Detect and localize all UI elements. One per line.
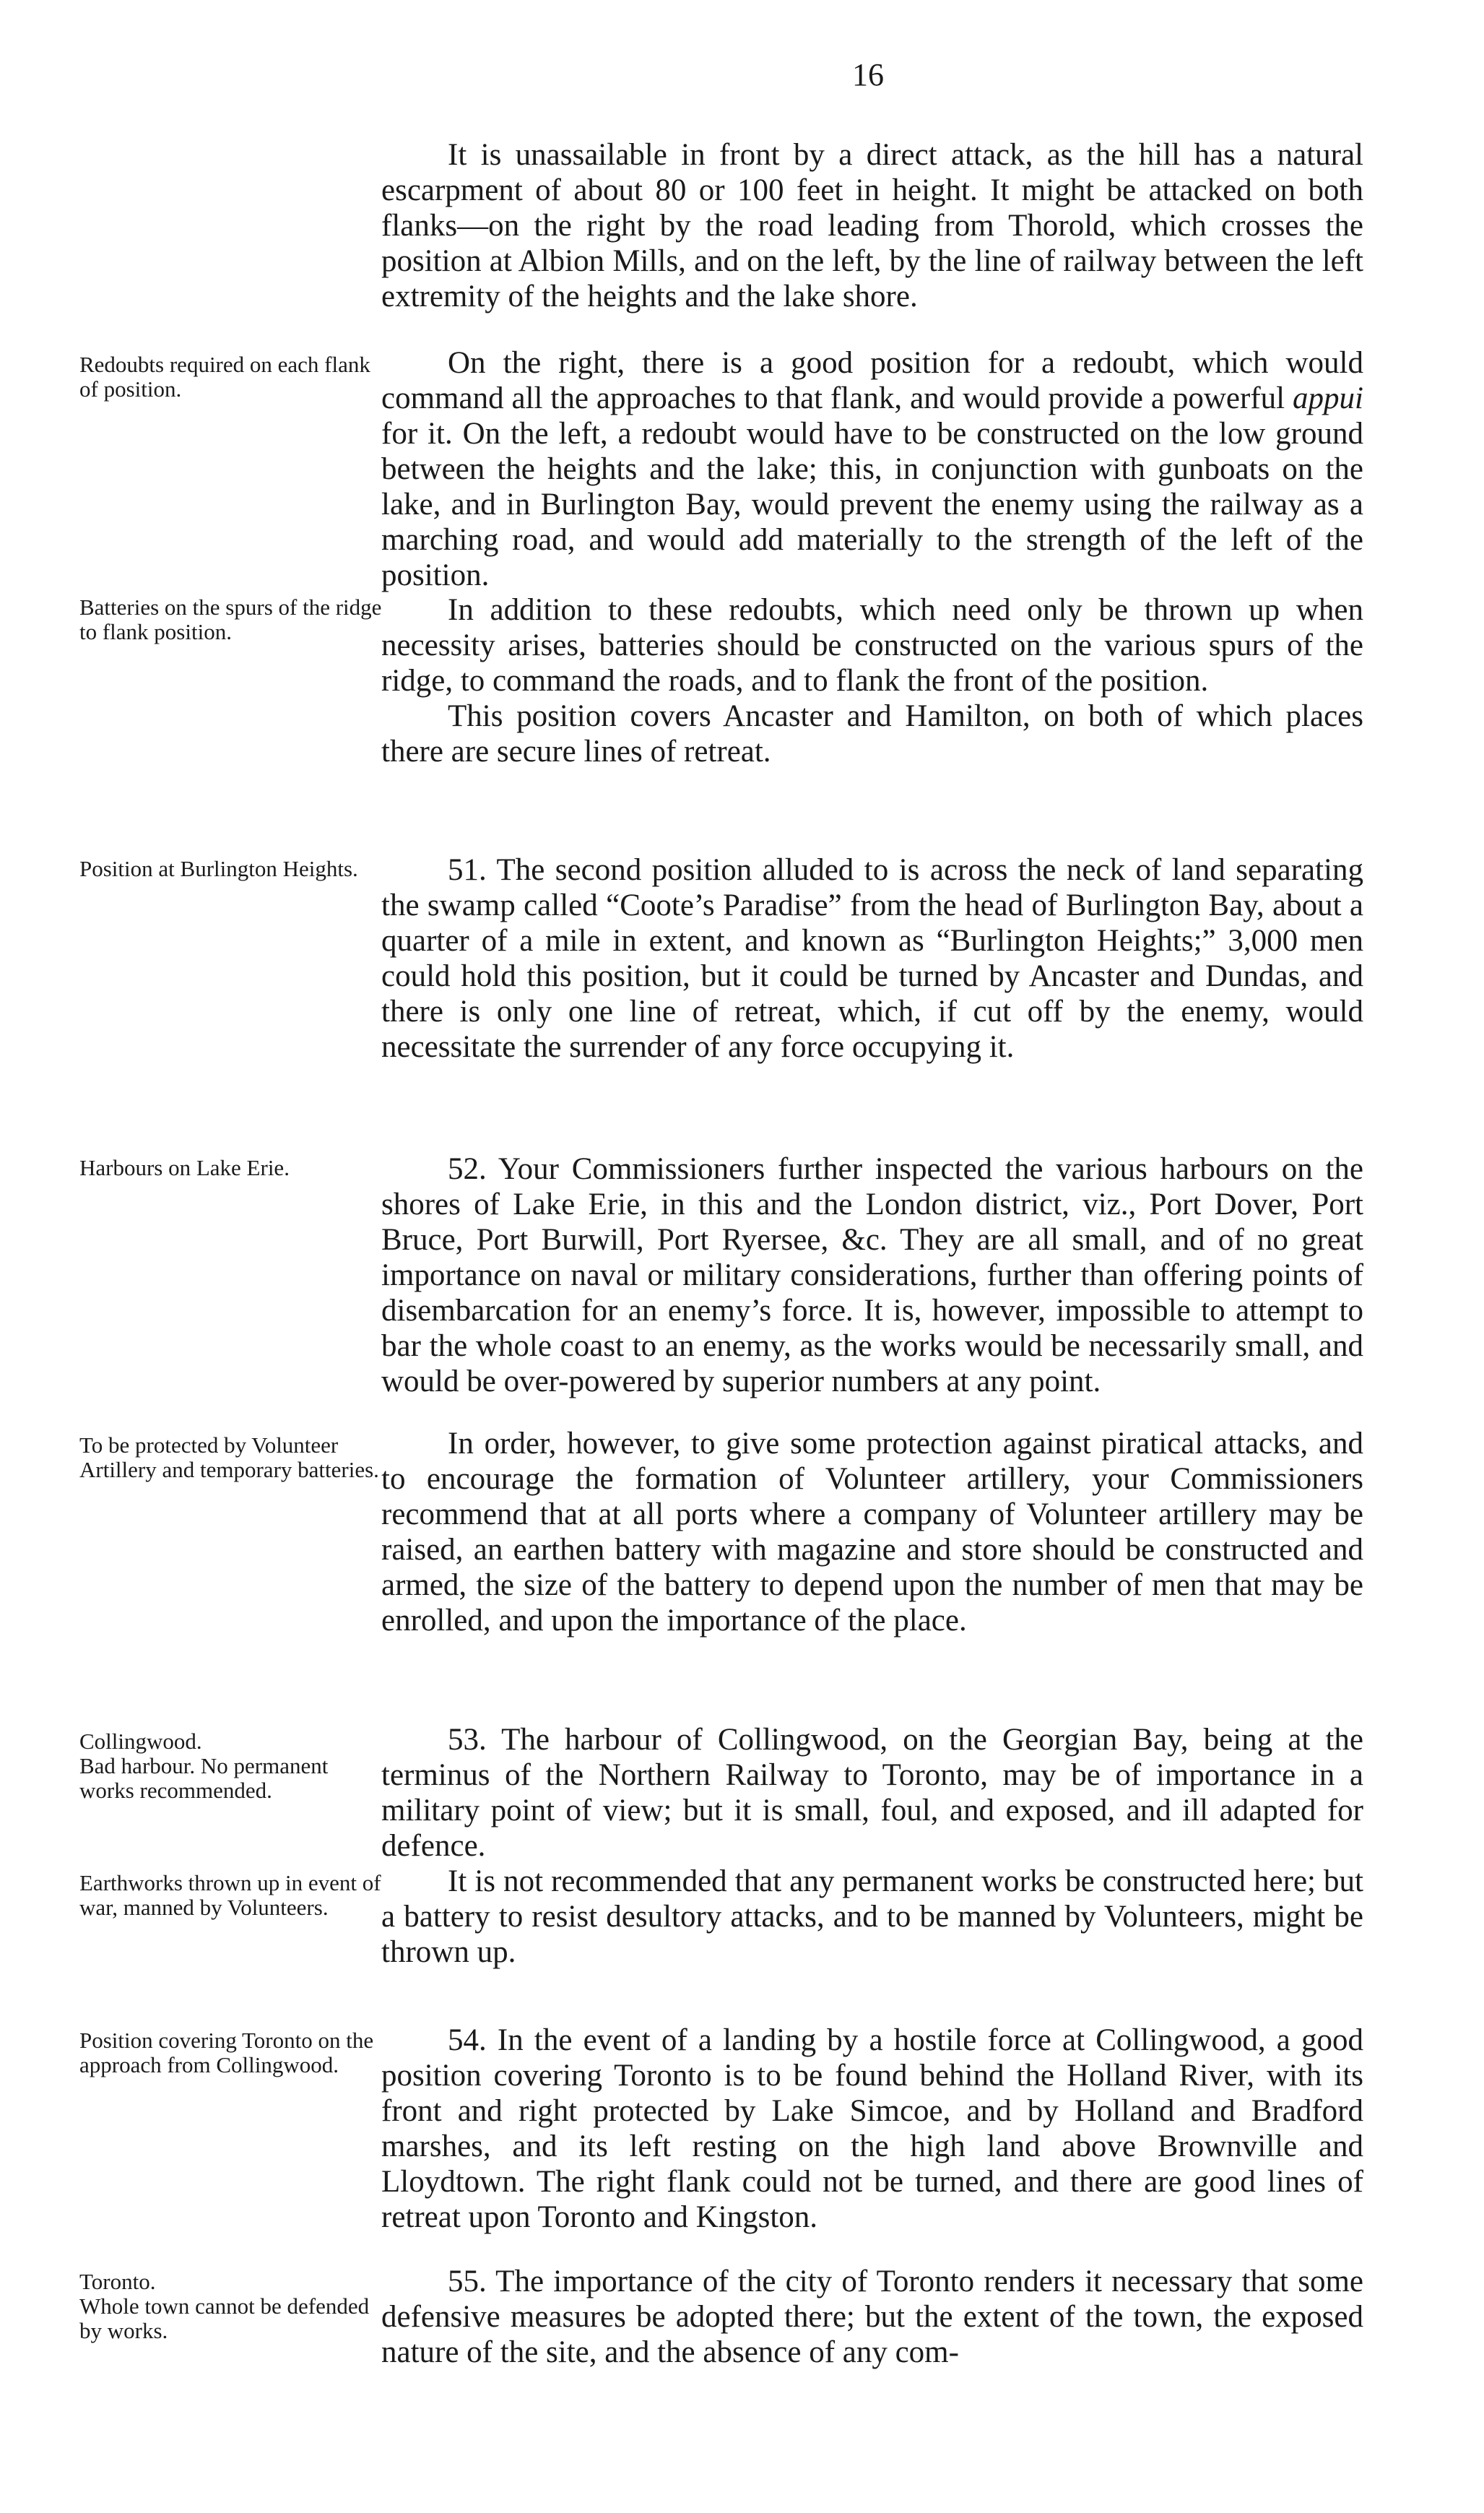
margin-note-collingwood [79,1729,383,1803]
paragraph-text-after: for it. On the left, a redoubt would have to be constructed on the low ground between the heights and the lake; this, in conjunction with gunboats on the lake, and in Burlington Bay, would prevent the enemy using the railway as a marching road, and would add materially to the strength of the left of the position. [381,417,1363,592]
paragraph-text: 52. Your Commissioners further inspected the various harbours on the shores of Lake Erie, in this and the London district, viz., Port Dover, Port Bruce, Port Burwill, Port Ryersee, &c. They are all small, and of no great importance on naval or military considerations, further than offering points of disembarcation for an enemy’s force. It is, however, impossible to attempt to bar the whole coast to an enemy, as the works would be necessarily small, and would be over-powered by superior numbers at any point. [381,1152,1363,1398]
paragraph-text [381,345,1363,593]
margin-note-text: Position at Burlington Heights. [79,856,358,881]
margin-note-text: Toronto. [79,2269,156,2294]
margin-note-text: Collingwood. [79,1729,202,1754]
paragraph-text: In order, however, to give some protection against piratical attacks, and to encourage the formation of Volunteer artillery, your Commissioners recommend that at all ports where a company of Volunteer artillery may be raised, an earthen battery with magazine and store should be constructed and armed, the size of the battery to depend upon the number of men that may be enrolled, and upon the importance of the place. [381,1427,1363,1638]
margin-note-text: Earthworks thrown up in event of war, manned by Volunteers. [79,1870,381,1920]
margin-note-burlington [79,857,383,881]
margin-note-toronto [79,2270,383,2343]
margin-note-text: Position covering Toronto on the approach from Collingwood. [79,2028,374,2077]
paragraph-redoubts [381,345,1363,593]
paragraph-text-italic: appui [1293,381,1363,415]
paragraph-text: 54. In the event of a landing by a hostile force at Collingwood, a good position covering Toronto is to be found behind the Holland River, with its front and right protected by Lake Simcoe, and by Holland and Bradford marshes, and its left resting on the high land above Brownville and Lloydtown. The right flank could not be turned, and there are good lines of retreat upon Toronto and Kingston. [381,2023,1363,2234]
page-number: 16 [852,57,884,92]
paragraph-text-before: On the right, there is a good position for a redoubt, which would command all the approaches to that flank, and would provide a powerful [381,346,1363,415]
paragraph-54 [381,2023,1363,2235]
margin-note-lake-erie [79,1156,383,1180]
margin-note-text: Redoubts required on each flank of position. [79,352,370,402]
margin-note-toronto-position [79,2028,383,2077]
margin-note-text: Harbours on Lake Erie. [79,1155,290,1180]
paragraph-text: In addition to these redoubts, which need only be thrown up when necessity arises, batteries should be constructed on the various spurs of the ridge, to command the roads, and to flank the front of the position. [381,593,1363,698]
margin-note-redoubts [79,352,383,402]
paragraph-text: 55. The importance of the city of Toronto renders it necessary that some defensive measures be adopted there; but the extent of the town, the exposed nature of the site, and the absence of any com- [381,2265,1363,2369]
margin-note-volunteer-artillery [79,1433,383,1482]
paragraph-53-continued [381,1864,1363,1970]
paragraph-batteries [381,592,1363,769]
paragraph-text: 51. The second position alluded to is across the neck of land separating the swamp called “Coote’s Paradise” from the head of Burlington Bay, about a quarter of a mile in extent, and known as “Burlington Heights;” 3,000 men could hold this position, but it could be turned by Ancaster and Dundas, and there is only one line of retreat, which, if cut off by the enemy, would necessitate the surrender of any force occupying it. [381,853,1363,1064]
margin-note-text: To be protected by Volunteer Artillery and temporary batteries. [79,1432,379,1482]
paragraph-53 [381,1722,1363,1864]
margin-note-text: Batteries on the spurs of the ridge to flank position. [79,594,382,644]
paragraph-intro [381,137,1363,314]
paragraph-text: 53. The harbour of Collingwood, on the Georgian Bay, being at the terminus of the Northern Railway to Toronto, may be of importance in a military point of view; but it is small, foul, and exposed, and ill adapted for defence. [381,1723,1363,1863]
paragraph-text: It is not recommended that any permanent works be constructed here; but a battery to resist desultory attacks, and to be manned by Volunteers, might be thrown up. [381,1864,1363,1969]
paragraph-51 [381,852,1363,1065]
margin-note-text: Bad harbour. No permanent works recommended. [79,1753,329,1803]
paragraph-55 [381,2264,1363,2370]
margin-note-earthworks [79,1871,383,1920]
paragraph-text: It is unassailable in front by a direct attack, as the hill has a natural escarpment of about 80 or 100 feet in height. It might be attacked on both flanks—on the right by the road leading from Thorold, which crosses the position at Albion Mills, and on the left, by the line of railway between the left extremity of the heights and the lake shore. [381,138,1363,313]
margin-note-text: Whole town cannot be defended by works. [79,2293,370,2343]
paragraph-text: This position covers Ancaster and Hamilton, on both of which places there are secure lines of retreat. [381,699,1363,769]
paragraph-52 [381,1151,1363,1399]
margin-note-batteries [79,595,383,644]
paragraph-52-continued [381,1426,1363,1638]
